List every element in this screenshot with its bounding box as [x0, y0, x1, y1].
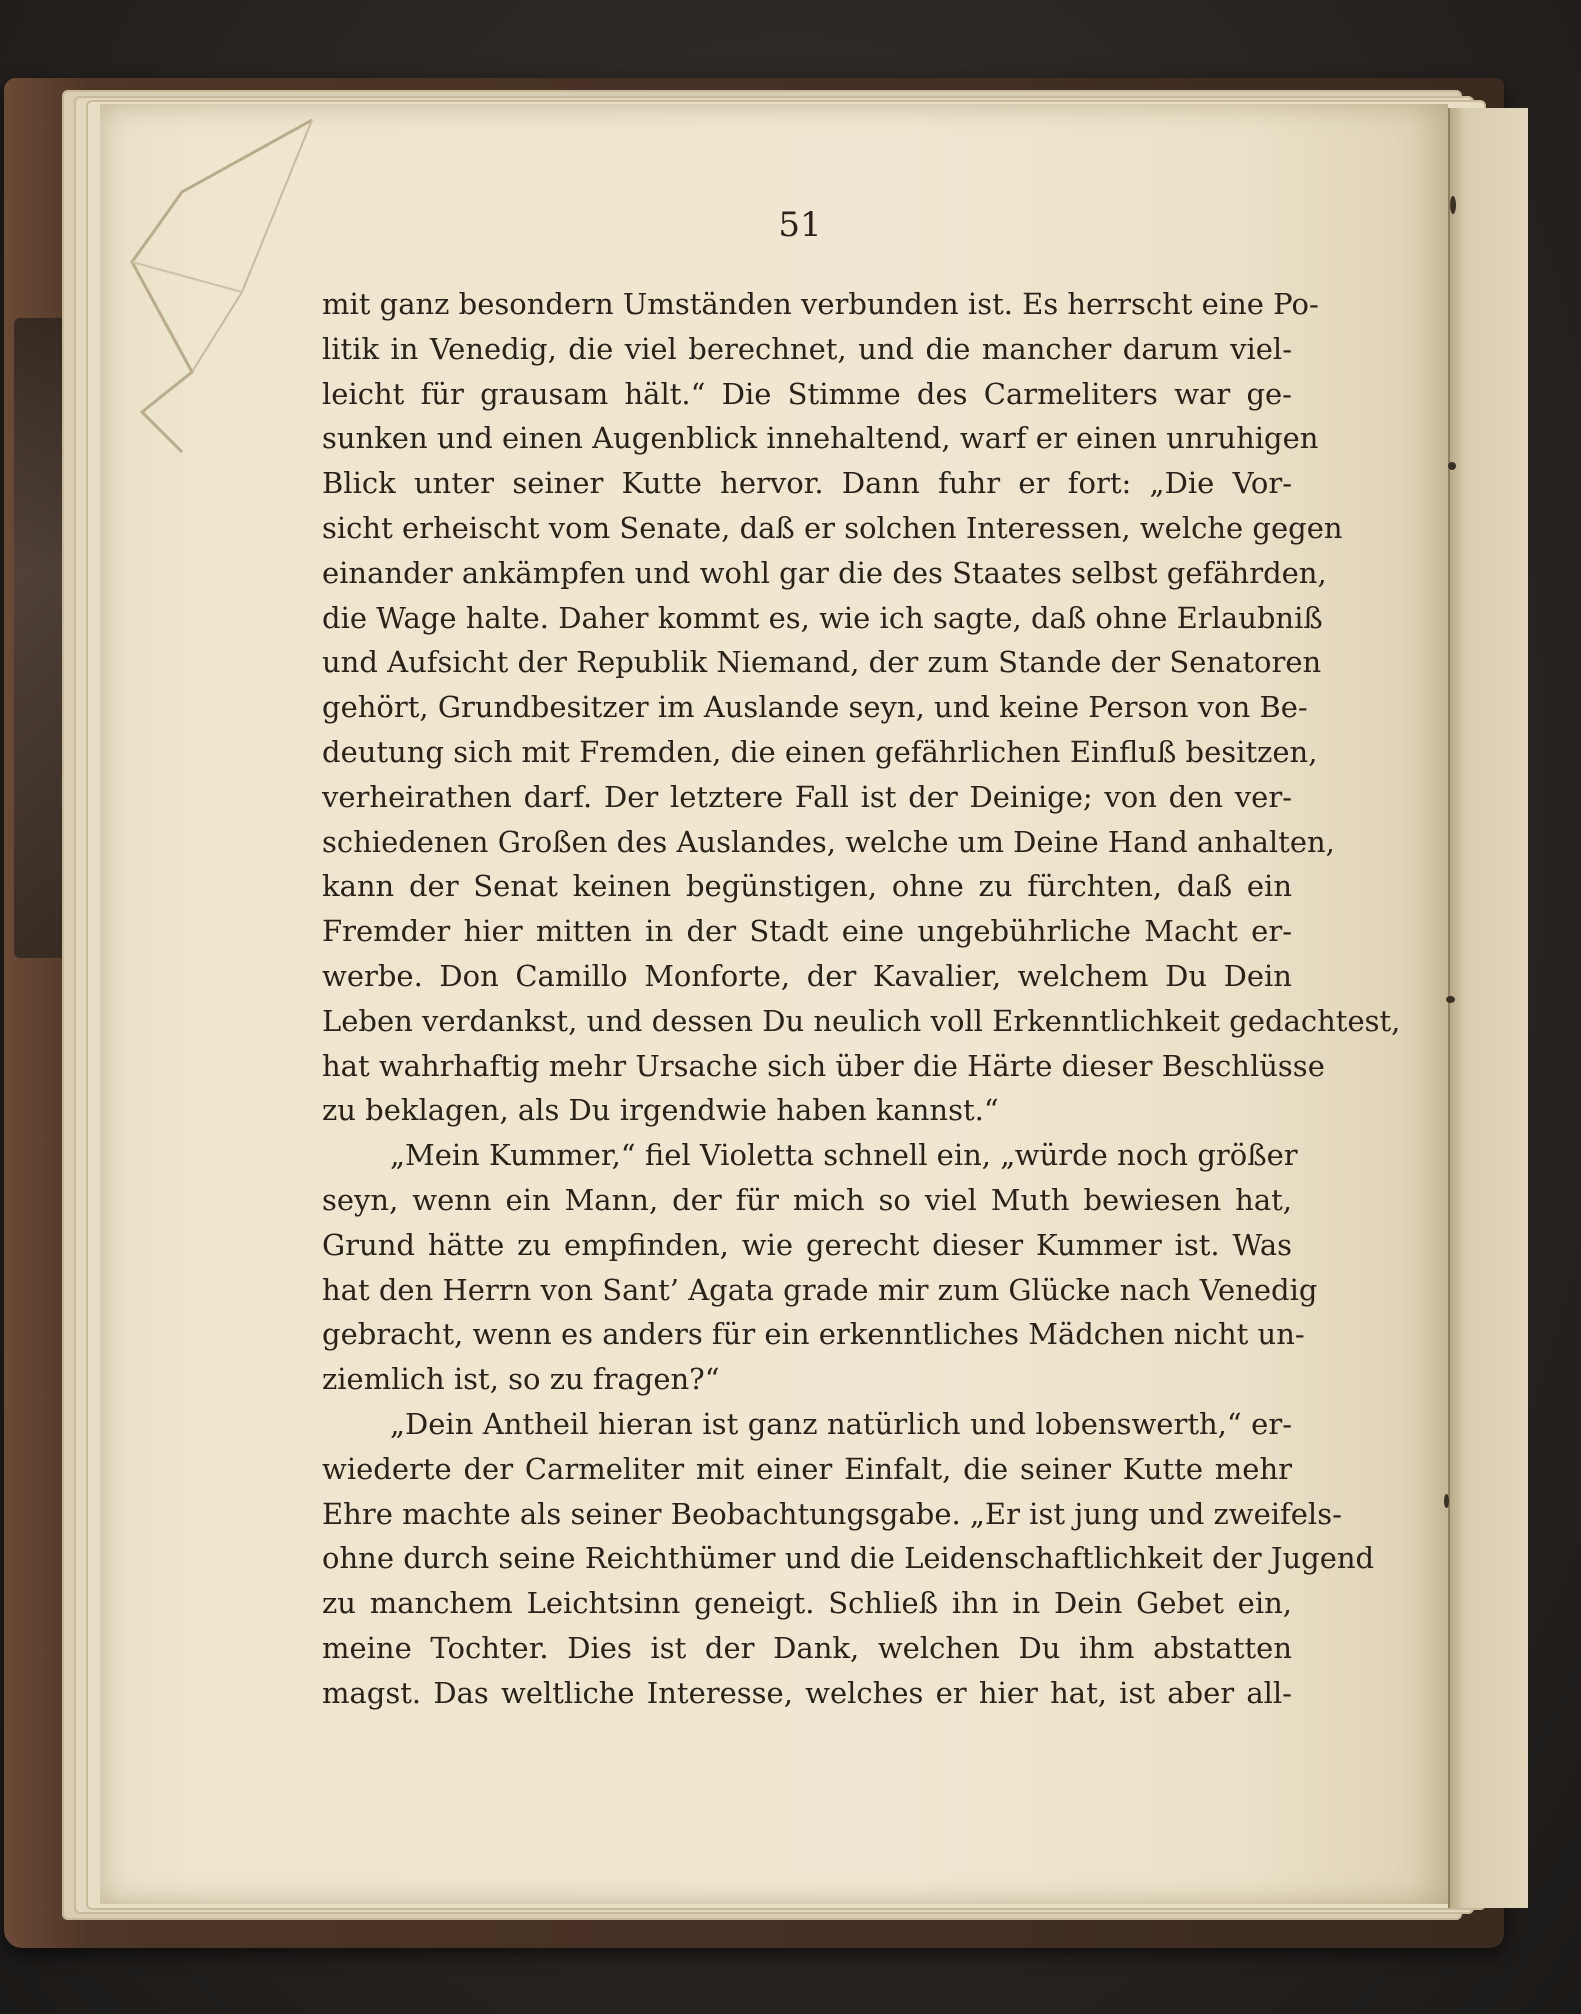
text-line: verheirathen darf. Der letztere Fall ist der Deinige; von den ver- — [322, 779, 1292, 814]
text-line: zu beklagen, als Du irgendwie haben kannst.“ — [322, 1093, 999, 1128]
text-line: Ehre machte als seiner Beobachtungsgabe. „Er ist jung und zweifels- — [322, 1496, 1342, 1531]
text-line: sicht erheischt vom Senate, daß er solchen Interessen, welche gegen — [322, 510, 1343, 545]
ink-spot — [1450, 196, 1456, 214]
text-line: leicht für grausam hält.“ Die Stimme des Carmeliters war ge- — [322, 376, 1292, 411]
text-line: kann der Senat keinen begünstigen, ohne zu fürchten, daß ein — [322, 869, 1292, 904]
text-line: mit ganz besondern Umständen verbunden ist. Es herrscht eine Po- — [322, 287, 1319, 321]
text-line: hat den Herrn von Sant’ Agata grade mir zum Glücke nach Venedig — [322, 1272, 1318, 1307]
text-line: werbe. Don Camillo Monforte, der Kavalier, welchem Du Dein — [322, 958, 1292, 993]
text-line: und Aufsicht der Republik Niemand, der zum Stande der Senatoren — [322, 645, 1322, 680]
text-line: ziemlich ist, so zu fragen?“ — [322, 1362, 720, 1397]
text-line: seyn, wenn ein Mann, der für mich so viel Muth bewiesen hat, — [322, 1182, 1292, 1217]
folded-corner — [122, 112, 322, 572]
text-line: Grund hätte zu empfinden, wie gerecht dieser Kummer ist. Was — [322, 1227, 1292, 1262]
page-number: 51 — [778, 205, 822, 245]
text-line: „Dein Antheil hieran ist ganz natürlich und lobenswerth,“ er- — [390, 1406, 1292, 1441]
text-line: schiedenen Großen des Auslandes, welche um Deine Hand anhalten, — [322, 824, 1335, 859]
text-line: meine Tochter. Dies ist der Dank, welchen Du ihm abstatten — [322, 1630, 1292, 1665]
text-line: sunken und einen Augenblick innehaltend, warf er einen unruhigen — [322, 421, 1319, 456]
text-line: einander ankämpfen und wohl gar die des Staates selbst gefährden, — [322, 555, 1327, 590]
text-line: gehört, Grundbesitzer im Auslande seyn, und keine Person von Be- — [322, 690, 1308, 725]
text-line: Fremder hier mitten in der Stadt eine ungebührliche Macht er- — [322, 914, 1292, 949]
text-line: litik in Venedig, die viel berechnet, und die mancher darum viel- — [322, 331, 1292, 366]
ink-spot — [1446, 996, 1455, 1003]
text-line: „Mein Kummer,“ fiel Violetta schnell ein, „würde noch größer — [390, 1138, 1298, 1173]
text-line: wiederte der Carmeliter mit einer Einfalt, die seiner Kutte mehr — [322, 1451, 1292, 1486]
text-line: gebracht, wenn es anders für ein erkenntliches Mädchen nicht un- — [322, 1317, 1305, 1352]
text-line: deutung sich mit Fremden, die einen gefährlichen Einfluß besitzen, — [322, 734, 1318, 769]
text-line: Blick unter seiner Kutte hervor. Dann fuhr er fort: „Die Vor- — [322, 466, 1292, 501]
page-text — [322, 282, 1401, 1716]
ink-spot — [1444, 1494, 1449, 1508]
facing-page-edge — [1448, 108, 1528, 1908]
ink-spot — [1448, 462, 1456, 470]
text-line: hat wahrhaftig mehr Ursache sich über die Härte dieser Beschlüsse — [322, 1048, 1325, 1083]
text-line: die Wage halte. Daher kommt es, wie ich sagte, daß ohne Erlaubniß — [322, 600, 1323, 635]
text-line: Leben verdankst, und dessen Du neulich voll Erkenntlichkeit gedachtest, — [322, 1003, 1401, 1038]
text-line: magst. Das weltliche Interesse, welches er hier hat, ist aber all- — [322, 1675, 1292, 1710]
text-line: ohne durch seine Reichthümer und die Leidenschaftlichkeit der Jugend — [322, 1541, 1375, 1576]
text-line: zu manchem Leichtsinn geneigt. Schließ ihn in Dein Gebet ein, — [322, 1586, 1292, 1621]
